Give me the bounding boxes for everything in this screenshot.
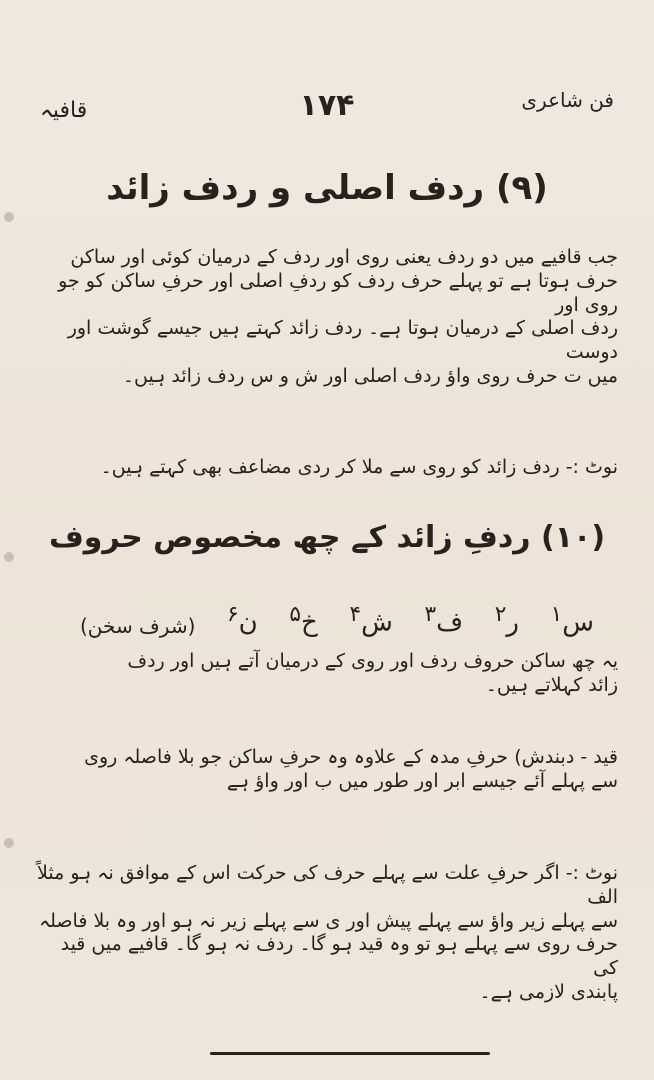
letter-4: $^۴$ش	[349, 602, 393, 638]
text-line: یہ چھ ساکن حروف ردف اور روی کے درمیان آتے ہیں اور ردف	[127, 650, 618, 672]
text-line: سے پہلے زیر واؤ سے پہلے پیش اور ی سے پہلے زیر نہ ہو اور وہ بلا فاصلہ	[39, 909, 618, 932]
header-book-title: فن شاعری	[521, 88, 614, 112]
page-header	[40, 88, 614, 128]
text-line: قید - دبندش) حرفِ مدہ کے علاوہ وہ حرفِ ساکن جو بلا فاصلہ روی	[84, 746, 618, 768]
letters-mnemonic: (شرف سخن)	[80, 614, 196, 638]
text-line: ردف اصلی کے درمیان ہوتا ہے۔ ردف زائد کہتے ہیں جیسے گوشت اور دوست	[67, 317, 618, 363]
qaid-definition	[36, 746, 618, 794]
text-line: پابندی لازمی ہے۔	[479, 980, 618, 1003]
letter-6: $^۶$ن	[227, 602, 258, 638]
text-line: زائد کہلاتے ہیں۔	[485, 673, 618, 696]
letter-3: $^۳$ف	[424, 602, 464, 638]
section-10-body	[36, 650, 618, 698]
text-line: حرف روی سے پہلے ہو تو وہ قید ہو گا۔ ردف نہ ہو گا۔ قافیے میں قید کی	[60, 933, 618, 979]
letter-5: $^۵$خ	[289, 602, 318, 638]
text-line: سے پہلے آئے جیسے ابر اور طور میں ب اور واؤ ہے	[226, 769, 618, 792]
letter-1: $^۱$س	[550, 602, 594, 638]
end-rule	[210, 1052, 490, 1055]
text-line: جب قافیے میں دو ردف یعنی روی اور ردف کے درمیان کوئی اور ساکن	[70, 246, 618, 268]
six-letters-row	[80, 582, 594, 638]
section-9-title: (۹) ردف اصلی و ردف زائد	[106, 168, 548, 208]
section-9-note: نوٹ :- ردف زائد کو روی سے ملا کر ردی مضاعف بھی کہتے ہیں۔	[100, 456, 618, 478]
text-line: نوٹ :- اگر حرفِ علت سے پہلے حرف کی حرکت اس کے موافق نہ ہو مثلاً الف	[37, 862, 618, 908]
page-number: ۱۷۴	[299, 88, 355, 123]
header-chapter: قافیہ	[40, 98, 88, 123]
section-9-body	[36, 246, 618, 389]
text-line: میں ت حرف روی واؤ ردف اصلی اور ش و س ردف زائد ہیں۔	[122, 364, 618, 387]
letter-2: $^۲$ر	[494, 602, 519, 638]
section-10-title: (۱۰) ردفِ زائد کے چھ مخصوص حروف	[48, 520, 606, 555]
text-line: حرف ہوتا ہے تو پہلے حرف ردف کو ردفِ اصلی اور حرفِ ساکن کو جو روی اور	[58, 269, 618, 316]
qaid-note	[36, 862, 618, 1005]
